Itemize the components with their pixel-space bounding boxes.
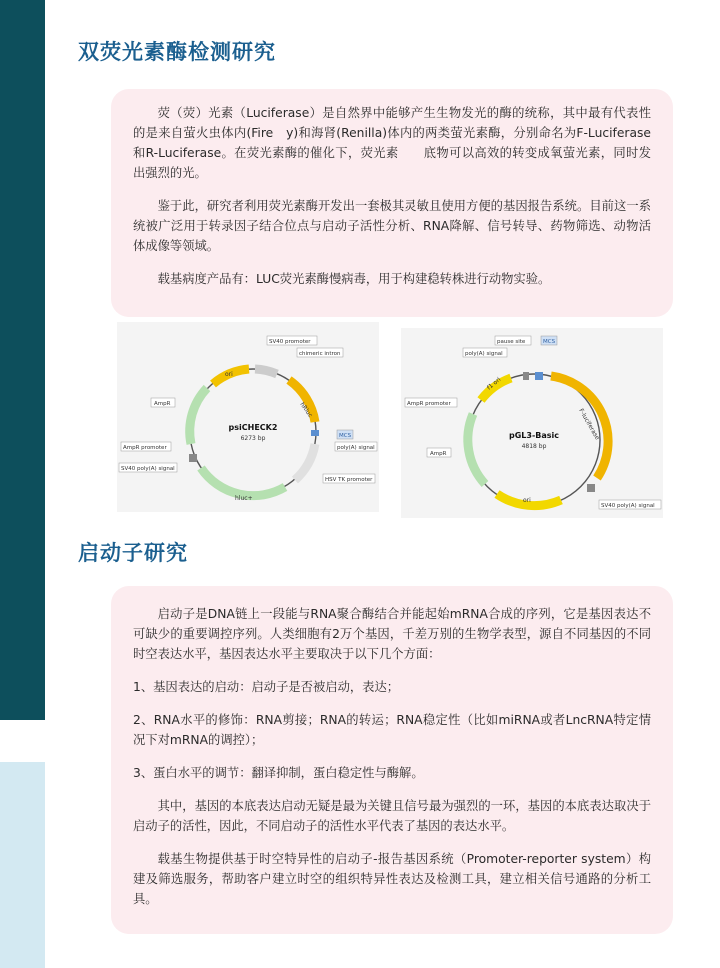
f1ori-label: f1 ori: [485, 376, 503, 392]
map2-size: 4818 bp: [521, 443, 547, 450]
label-pause-site: pause site: [497, 339, 526, 345]
label-polya-1: poly(A) signal: [337, 445, 375, 451]
section2-item-1: 1、基因表达的启动：启动子是否被启动，表达；: [133, 680, 400, 694]
section1-text-box: [111, 89, 673, 317]
section2-text-box: [111, 586, 673, 934]
hluc-label: hluc+: [235, 495, 253, 502]
section1-title: 双荧光素酶检测研究: [78, 40, 276, 64]
label-ampr-promoter-1: AmpR promoter: [123, 445, 167, 451]
section2-paragraph-2: 其中，基因的本底表达启动无疑是最为关键且信号最为强烈的一环，基因的本底表达取决于启动子的活性，因此，不同启动子的活性水平代表了基因的表达水平。: [133, 799, 651, 833]
plasmid-map-psicheck2: [117, 322, 379, 512]
label-chimeric-intron: chimeric intron: [299, 351, 341, 357]
section1-paragraph-3: 载基病度产品有：LUC荧光素酶慢病毒，用于构建稳转株进行动物实验。: [157, 272, 551, 286]
map1-size: 6273 bp: [240, 435, 266, 442]
label-mcs-1: MCS: [339, 433, 352, 439]
svg-text:hRluc: hRluc: [298, 401, 314, 419]
label-sv40-promoter: SV40 promoter: [269, 339, 311, 345]
side-bar-light: [0, 762, 45, 968]
ori-label-2: ori: [523, 497, 531, 504]
luc-label: F-luciferase: [577, 407, 601, 442]
label-ampr-1: AmpR: [154, 401, 171, 407]
section1-paragraph-2: 鉴于此，研究者利用荧光素酶开发出一套极其灵敏且使用方便的基因报告系统。目前这一系统被广泛用于转录因子结合位点与启动子活性分析、RNA降解、信号转导、药物筛选、动物活体成像等领域。: [133, 199, 651, 253]
svg-text:ori: ori: [225, 371, 233, 378]
map2-name: pGL3-Basic: [508, 431, 560, 440]
plasmid-map-pgl3-basic: [401, 328, 663, 518]
section2-paragraph-3: 载基生物提供基于时空特异性的启动子-报告基因系统（Promoter-reporter system）构建及筛选服务，帮助客户建立时空的组织特异性表达及检测工具，建立相关信号通路的分析工具。: [133, 852, 651, 906]
label-mcs-2: MCS: [543, 339, 556, 345]
section2-title: 启动子研究: [78, 541, 188, 565]
label-polya-2: poly(A) signal: [465, 351, 503, 357]
label-ampr-promoter-2: AmpR promoter: [407, 401, 451, 407]
label-sv40-polya-1: SV40 poly(A) signal: [121, 466, 175, 472]
section2-item-3: 3、蛋白水平的调节：翻译抑制，蛋白稳定性与酶解。: [133, 766, 424, 780]
section1-paragraph-1: 荧（荧）光素（Luciferase）是自然界中能够产生生物发光的酶的统称，其中最有代表性的是来自萤火虫体内(Fire y)和海肾(Renilla)体内的两类萤光素酶，分别命名为F-Luciferase和R-Luciferase。在荧光素酶的催化下，荧光素 底物可以高效的转变成氧萤光素，同时发出强烈的光。: [133, 106, 651, 180]
section2-paragraph-1: 启动子是DNA链上一段能与RNA聚合酶结合并能起始mRNA合成的序列，它是基因表达不可缺少的重要调控序列。人类细胞有2万个基因，千差万别的生物学表型，源自不同基因的不同时空表达水平，基因表达水平主要取决于以下几个方面：: [133, 607, 651, 661]
map1-name: psiCHECK2: [228, 423, 278, 432]
side-bar-dark: [0, 0, 45, 720]
label-sv40-polya-2: SV40 poly(A) signal: [601, 503, 655, 509]
label-hsv-tk: HSV TK promoter: [325, 477, 373, 483]
label-ampr-2: AmpR: [430, 451, 447, 457]
section2-item-2: 2、RNA水平的修饰：RNA剪接；RNA的转运；RNA稳定性（比如miRNA或者LncRNA特定情况下对mRNA的调控）；: [133, 713, 651, 747]
